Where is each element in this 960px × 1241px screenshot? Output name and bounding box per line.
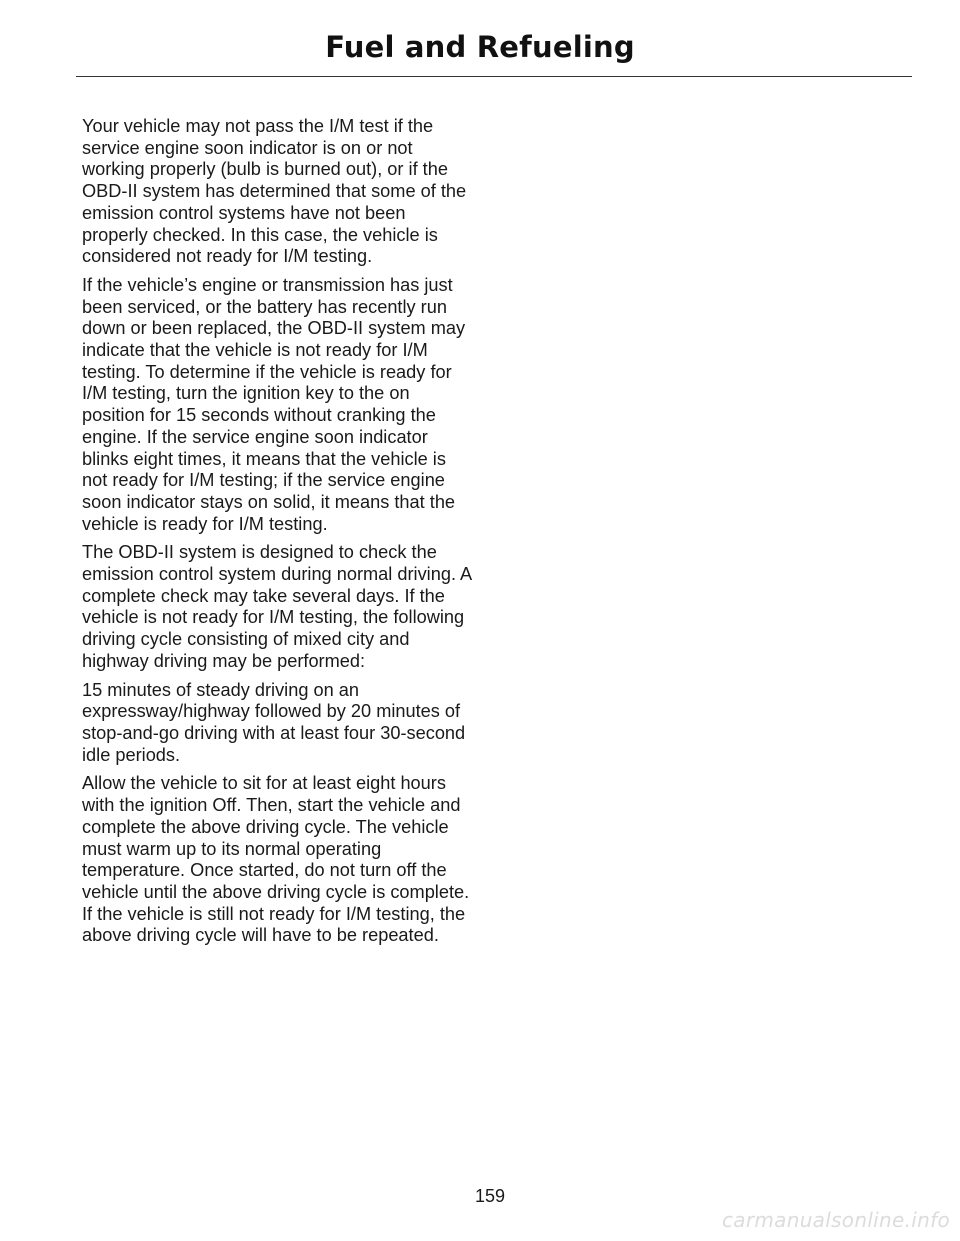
body-text-column (82, 116, 474, 954)
paragraph-obd-check: The OBD-II system is designed to check the emission control system during normal driving. A complete check may take several days. If the vehicle is not ready for I/M testing, the following driving cycle consisting of mixed city and highway driving may be performed: (82, 542, 472, 671)
watermark: carmanualsonline.info (722, 1208, 950, 1232)
paragraph-recently-serviced: If the vehicle’s engine or transmission has just been serviced, or the battery has recently run down or been replaced, the OBD-II system may indicate that the vehicle is not ready for I/M testing. To determine if the vehicle is ready for I/M testing, turn the ignition key to the on position for 15 seconds without cranking the engine. If the service engine soon indicator blinks eight times, it means that the vehicle is not ready for I/M testing; if the service engine soon indicator stays on solid, it means that the vehicle is ready for I/M testing. (82, 274, 466, 534)
header-divider (76, 76, 912, 77)
paragraph-im-test-not-pass: Your vehicle may not pass the I/M test if the service engine soon indicator is on or not working properly (bulb is burned out), or if the OBD-II system has determined that some of the emission control systems have not been properly checked. In this case, the vehicle is considered not ready for I/M testing. (82, 116, 467, 267)
page-title: Fuel and Refueling (325, 30, 635, 64)
page-number: 159 (474, 1186, 506, 1206)
paragraph-sit-eight-hours: Allow the vehicle to sit for at least eight hours with the ignition Off. Then, start the vehicle and complete the above driving cycle. The vehicle must warm up to its normal operating temperature. Once started, do not turn off the vehicle until the above driving cycle is complete. If the vehicle is still not ready for I/M testing, the above driving cycle will have to be repeated. (82, 773, 470, 946)
paragraph-driving-cycle: 15 minutes of steady driving on an expressway/highway followed by 20 minutes of stop-and-go driving with at least four 30-second idle periods. (82, 679, 466, 765)
